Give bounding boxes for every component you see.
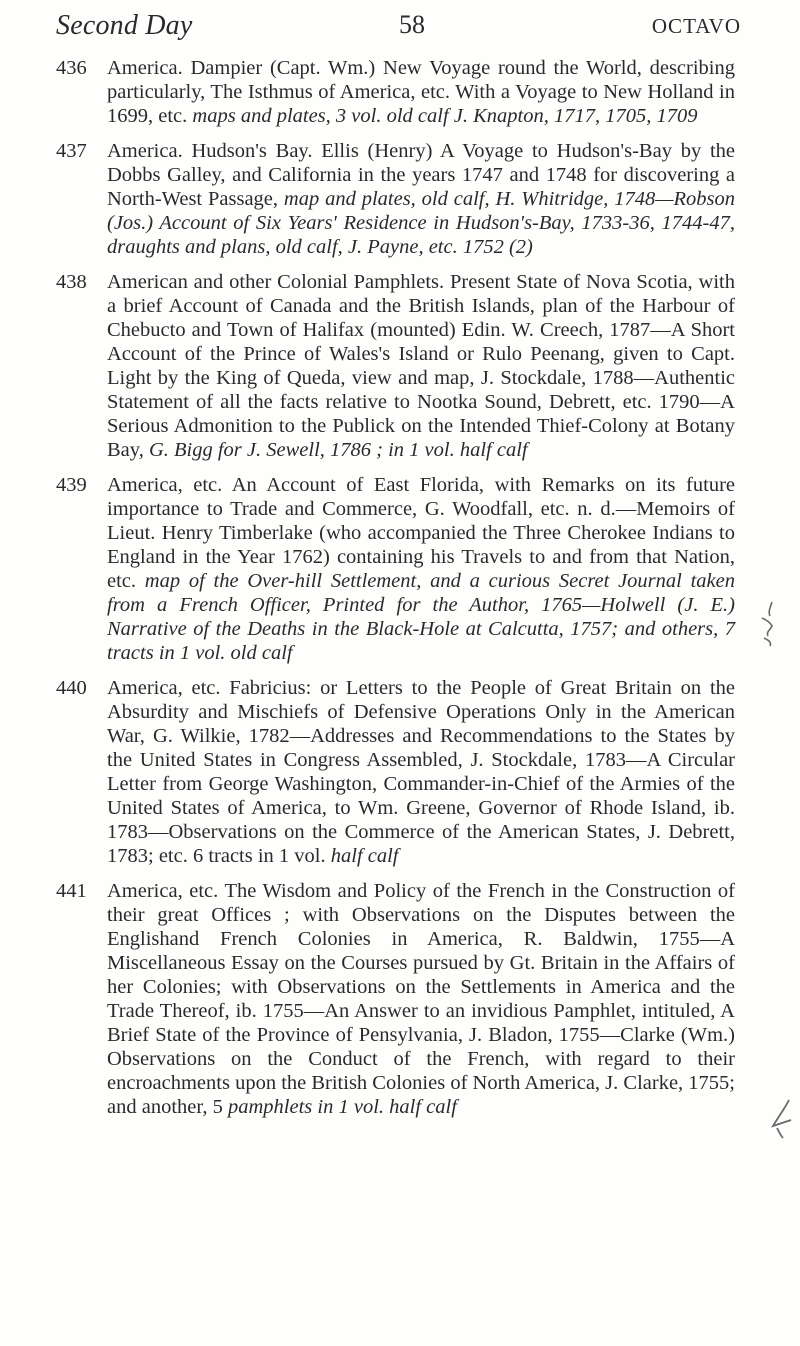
entry-text [107,139,735,259]
lot-number: 441 [56,880,87,902]
catalogue-entries [0,56,800,1130]
entry-detail: map of the Over-hill Settlement, and a curious Secret Journal taken from a French Officer, Printed for the Author, 1765—Holwell (J. E.) Narrative of the Deaths in the Black-Hole at Calcutta, 1757; and others, 7 tracts in 1 vol. old calf [107,570,735,664]
catalogue-entry [0,270,800,462]
entry-detail: pamphlets in 1 vol. half calf [228,1096,457,1118]
catalogue-entry [0,139,800,259]
entry-heading: America, etc. [107,474,223,496]
catalogue-entry [0,676,800,868]
entry-text [107,56,735,128]
entry-heading: America. [107,57,183,79]
entry-body: An Account of East Florida, with Remarks on its future importance to Trade and Commerce, G. Woodfall, etc. n. d.—Memoirs of Lieut. Henry Timberlake (who accompanied the Three Cherokee Indians to England in the Year 1762) containing his Travels to and from that Nation, etc. [107,474,735,592]
entry-heading: America, etc. [107,880,219,902]
entry-heading: America. [107,140,183,162]
margin-pencil-mark [758,600,778,648]
page-header [56,10,741,48]
entry-heading: American and other Colonial Pamphlets. [107,271,445,293]
entry-body: Hudson's Bay. Ellis (Henry) A Voyage to Hudson's-Bay by the Dobbs Galley, and California in the years 1747 and 1748 for discovering a North-West Passage, [107,140,735,210]
catalogue-entry [0,473,800,665]
lot-number: 439 [56,474,87,496]
entry-text [107,879,735,1119]
entry-body: Fabricius: or Letters to the People of Great Britain on the Absurdity and Mischiefs of Defensive Operations Only in the American War, G. Wilkie, 1782—Addresses and Recommendations to the States by the United States in Congress Assembled, J. Stockdale, 1783—A Circular Letter from George Washington, Commander-in-Chief of the Armies of the United States of America, to Wm. Greene, Governor of Rhode Island, ib. 1783—Observations on the Commerce of the American States, J. Debrett, 1783; etc. 6 tracts in 1 vol. [107,677,735,867]
lot-number: 440 [56,677,87,699]
page-number: 58 [399,10,425,39]
entry-heading: America, etc. [107,677,221,699]
catalogue-entry [0,56,800,128]
entry-text [107,676,735,868]
catalogue-entry [0,879,800,1119]
running-head-sale-day: Second Day [56,10,193,41]
running-head-format: OCTAVO [651,14,741,38]
entry-text [107,473,735,665]
entry-body: The Wisdom and Policy of the French in the Construction of their great Offices ; with Observations on the Disputes between the Englishand French Colonies in America, R. Baldwin, 1755—A Miscellaneous Essay on the Courses pursued by Gt. Britain in the Affairs of her Colonies; with Observations on the Settlements in America and the Trade Thereof, ib. 1755—An Answer to an invidious Pamphlet, intituled, A Brief State of the Province of Pensylvania, J. Bladon, 1755—Clarke (Wm.) Observations on the Conduct of the French, with regard to their encroachments upon the British Colonies of North America, J. Clarke, 1755; and another, 5 [107,880,735,1118]
entry-detail: map and plates, old calf, H. Whitridge, 1748—Robson (Jos.) Account of Six Years' Residence in Hudson's-Bay, 1733-36, 1744-47, draughts and plans, old calf, J. Payne, etc. 1752 (2) [107,188,736,258]
entry-body: Present State of Nova Scotia, with a brief Account of Canada and the British Islands, plan of the Harbour of Chebucto and Town of Halifax (mounted) Edin. W. Creech, 1787—A Short Account of the Prince of Wales's Island or Rulo Peenang, given to Capt. Light by the King of Queda, view and map, J. Stockdale, 1788—Authentic Statement of all the facts relative to Nootka Sound, Debrett, etc. 1790—A Serious Admonition to the Publick on the Intended Thief-Colony at Botany Bay, [107,271,735,461]
lot-number: 437 [56,140,87,162]
entry-detail: maps and plates, 3 vol. old calf J. Knapton, 1717, 1705, 1709 [192,105,698,127]
lot-number: 436 [56,57,87,79]
entry-detail: half calf [330,845,399,867]
margin-pencil-mark [767,1098,795,1140]
lot-number: 438 [56,271,87,293]
entry-text [107,270,735,462]
entry-body: Dampier (Capt. Wm.) New Voyage round the World, describing particularly, The Isthmus of America, etc. With a Voyage to New Holland in 1699, etc. [107,57,735,127]
entry-detail: G. Bigg for J. Sewell, 1786 ; in 1 vol. half calf [148,439,528,461]
